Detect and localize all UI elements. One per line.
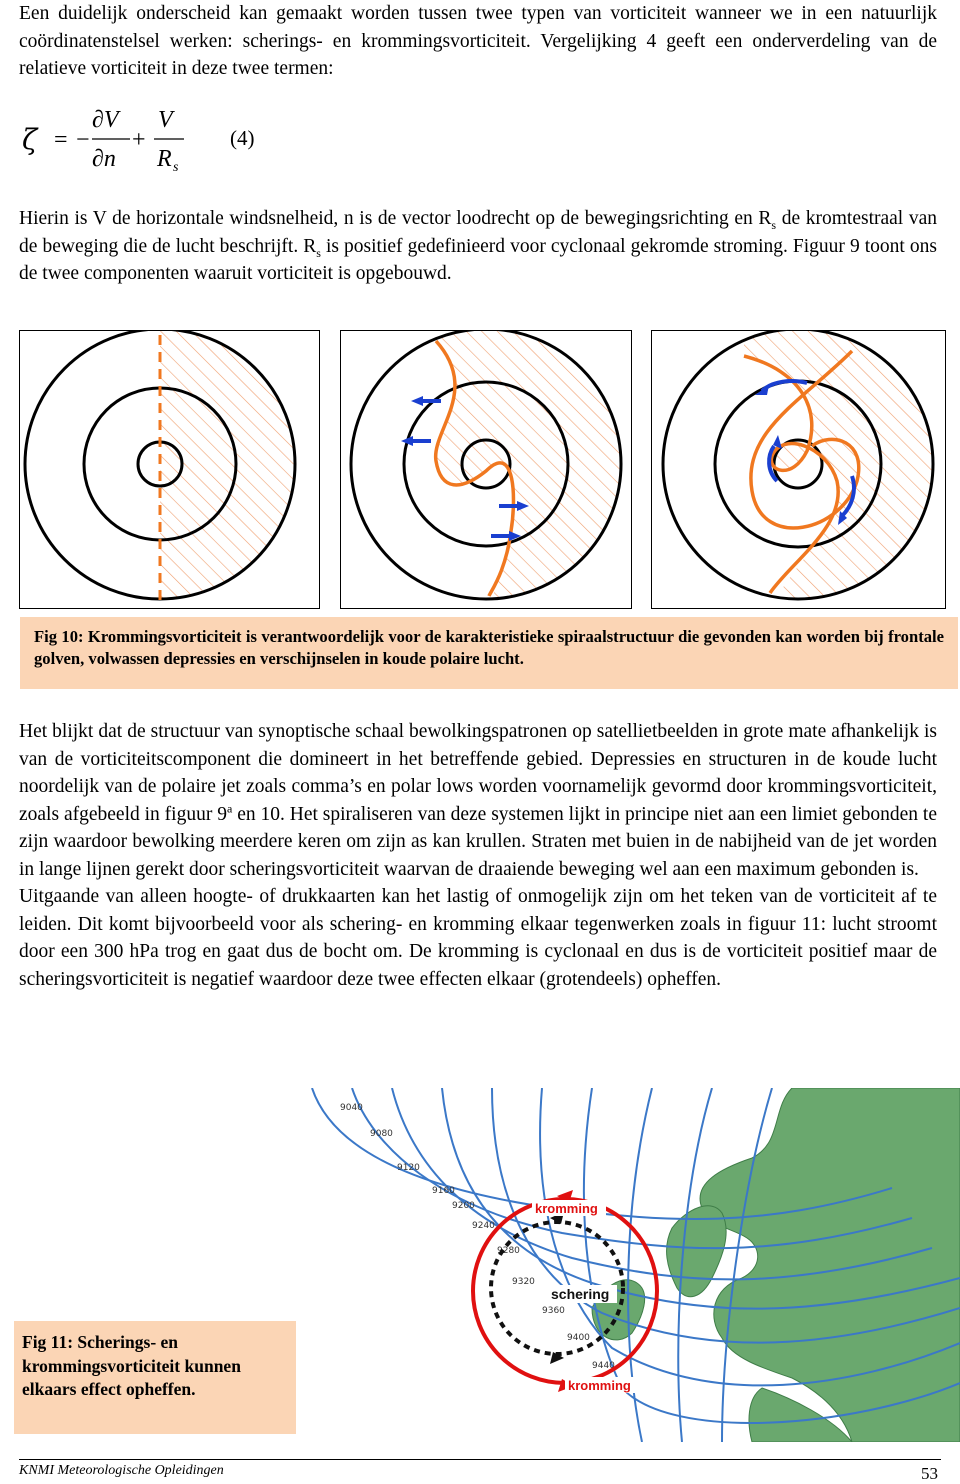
fig10-caption: Fig 10: Krommingsvorticiteit is verantwoordelijk voor de karakteristieke spiraalstructuur die gevonden kan worden bij frontale golven, volwassen depressies en verschijnselen in koude polaire lucht. (20, 617, 958, 689)
eq-minus: − (76, 127, 90, 153)
definitions-part-2: de kromtestraal van de beweging die de lucht beschrijft. R (19, 208, 937, 257)
fig10-panel-curvature-2 (651, 330, 946, 609)
equation-4 (18, 100, 278, 180)
label-kromming-bottom: kromming (568, 1378, 631, 1393)
definitions-part-3: is positief gedefinieerd voor cyclonaal gekromde stroming. Figuur 9 toont ons de twee componenten waaruit vorticiteit is opgebouwd. (19, 235, 937, 284)
eq-plus: + (132, 127, 146, 153)
discussion-text-2: Uitgaande van alleen hoogte- of drukkaarten kan het lastig of onmogelijk zijn om het teken van de vorticiteit af te leiden. Dit komt bijvoorbeeld voor als schering- en kromming elkaar tegenwerken zoals in figuur 11: lucht stroomt door een 300 hPa trog en gaat dus de bocht om. De kromming is cyclonaal en dus is de vorticiteit positief maar de scheringsvorticiteit is negatief waardoor deze twee effecten elkaar (grotendeels) opheffen. (19, 886, 937, 990)
contour-label: 9080 (370, 1129, 393, 1139)
eq-zeta: ζ (22, 123, 38, 156)
contour-label: 9280 (497, 1246, 520, 1256)
label-kromming-top: kromming (535, 1201, 598, 1216)
contour-label: 9200 (452, 1201, 475, 1211)
discussion-part-1: Het blijkt dat de structuur van synoptische schaal bewolkingspatronen op satellietbeelden in grote mate afhankelijk is van de vorticiteitscomponent die domineert in het betreffende gebied. Depressies en structuren in de koude lucht noordelijk van de polaire jet zoals comma’s en polar lows worden voornamelijk gevormd door krommingsvorticiteit, zoals afgebeeld in figuur 9 (19, 721, 937, 825)
rs-subscript-2: s (316, 245, 321, 260)
contour-label: 9240 (472, 1221, 495, 1231)
definitions-part-1: Hierin is V de horizontale windsnelheid, n is de vector loodrecht op de bewegingsrichting en R (19, 208, 772, 229)
intro-text: Een duidelijk onderscheid kan gemaakt worden tussen twee typen van vorticiteit wanneer we in een natuurlijk coördinatenstelsel werken: scherings- en krommingsvorticiteit. Vergelijking 4 geeft een onderverdeling van de relatieve vorticiteit in deze twee termen: (19, 3, 937, 79)
eq-den1: ∂n (92, 146, 116, 172)
hatched-region (436, 331, 631, 608)
contour-label: 9040 (340, 1103, 363, 1113)
contour-label: 9320 (512, 1277, 535, 1287)
figure-superscript: a (226, 801, 233, 815)
eq-den2: R (157, 146, 172, 172)
eq-den2-sub: s (173, 160, 179, 175)
contour-label: 9120 (397, 1163, 420, 1173)
discussion-paragraph (19, 718, 937, 993)
fig10-panel-curvature-1 (340, 330, 632, 609)
eq-number: (4) (230, 126, 255, 150)
footer-text: KNMI Meteorologische Opleidingen (19, 1463, 224, 1478)
footer-rule (19, 1459, 941, 1460)
label-schering: schering (551, 1286, 610, 1302)
definitions-text (19, 205, 937, 288)
definitions-paragraph (19, 205, 937, 288)
fig11-map (292, 1088, 960, 1442)
page-number: 53 (921, 1464, 938, 1483)
discussion-text-1 (19, 718, 937, 883)
eq-num2: V (158, 107, 173, 133)
eq-num1: ∂V (92, 107, 119, 133)
contour-label: 9400 (567, 1333, 590, 1343)
contour-label: 9160 (432, 1186, 455, 1196)
intro-paragraph (19, 0, 937, 83)
eq-equals: = (54, 127, 68, 153)
fig10-panel-shear (19, 330, 320, 609)
fig11-caption: Fig 11: Scherings- en krommingsvorticiteit kunnen elkaars effect opheffen. (14, 1321, 296, 1434)
rs-subscript-1: s (771, 217, 777, 232)
contour-label: 9360 (542, 1306, 565, 1316)
discussion-part-2: en 10. Het spiraliseren van deze systemen lijkt in principe niet aan een limiet gebonden te zijn waardoor bewolking meerdere keren om zijn as kan krullen. Straten met buien in de nabijheid van de jet worden in lange lijnen gerekt door scheringsvorticiteit waarvan de draaiende beweging wel aan een maximum gebonden is. (19, 803, 938, 880)
contour-label: 9440 (592, 1361, 615, 1371)
